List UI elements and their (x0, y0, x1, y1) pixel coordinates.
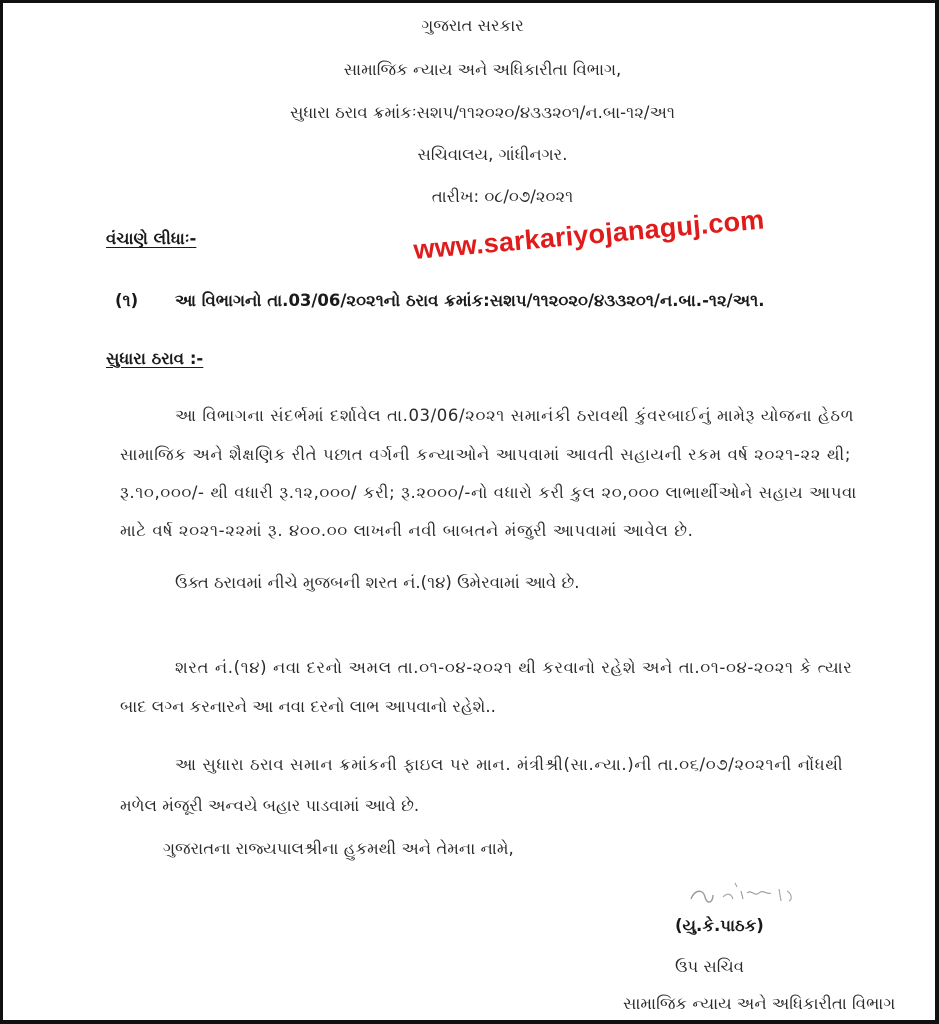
signatory-designation: ઉપ સચિવ (675, 957, 745, 976)
department-name: સામાજિક ન્યાય અને અધિકારીતા વિભાગ, (343, 60, 622, 79)
paragraph-line: મળેલ મંજૂરી અન્વયે બહાર પાડવામાં આવે છે. (120, 796, 420, 815)
paragraph-line: માટે વર્ષ ૨૦૨૧-૨૨માં રૂ. ૪૦૦.૦૦ લાખની નવી બાબતને મંજુરી આપવામાં આવેલ છે. (120, 521, 694, 540)
paragraph-line: ગુજરાતના રાજ્યપાલશ્રીના હુકમથી અને તેમના નામે, (163, 839, 514, 858)
paragraph-line: આ વિભાગના સંદર્ભમાં દર્શાવેલ તા.03/06/૨૦૨૧ સમાનંકી ઠરાવથી કુંવરબાઈનું મામેરૂ યોજના હેઠળ (175, 406, 855, 425)
signatory-department: સામાજિક ન્યાય અને અધિકારીતા વિભાગ (623, 994, 896, 1013)
resolution-number: સુધારા ઠરાવ ક્રમાંકઃસશપ/૧૧૨૦૨૦/૪૩૩૨૦૧/ન.બા-૧૨/અ૧ (290, 103, 675, 122)
amendment-section-heading: સુધારા ઠરાવ :- (106, 349, 204, 368)
paragraph-line: ઉક્ત ઠરાવમાં નીચે મુજબની શરત નં.(૧૪) ઉમેરવામાં આવે છે. (175, 573, 580, 592)
paragraph-line: સામાજિક અને શૈક્ષણિક રીતે પછાત વર્ગની કન્યાઓને આપવામાં આવતી સહાયની રકમ વર્ષ ૨૦૨૧-૨૨ થી; (120, 445, 852, 464)
paragraph-line: રૂ.૧૦,૦૦૦/- થી વધારી રૂ.૧૨,૦૦૦/ કરી; રૂ.૨૦૦૦/-નો વધારો કરી કુલ ૨૦,૦૦૦ લાભાર્થીઓને સહાય આપવા (120, 483, 857, 502)
signature-scribble-icon (683, 879, 813, 909)
paragraph-line: બાદ લગ્ન કરનારને આ નવા દરનો લાભ આપવાનો રહેશે.. (120, 697, 496, 716)
office-location: સચિવાલય, ગાંધીનગર. (417, 145, 568, 164)
read-section-heading: વંચાણે લીધાઃ- (106, 229, 197, 248)
signatory-name: (યુ.કે.પાઠક) (675, 916, 764, 935)
reference-number: (૧) (115, 291, 139, 310)
resolution-date: તારીખ: ૦૮/૦૭/૨૦૨૧ (431, 187, 574, 206)
paragraph-line: આ સુધારા ઠરાવ સમાન ક્રમાંકની ફાઇલ પર માન. મંત્રીશ્રી(સા.ન્યા.)ની તા.૦૬/૦૭/૨૦૨૧ની નોંધથી (175, 755, 844, 774)
reference-text: આ વિભાગનો તા.03/06/૨૦૨૧નો ઠરાવ ક્રમાંક:સશપ/૧૧૨૦૨૦/૪૩૩૨૦૧/ન.બા.-૧૨/અ૧. (175, 291, 765, 310)
government-name: ગુજરાત સરકાર (421, 16, 524, 35)
paragraph-line: શરત નં.(૧૪) નવા દરનો અમલ તા.૦૧-૦૪-૨૦૨૧ થી કરવાનો રહેશે અને તા.૦૧-૦૪-૨૦૨૧ કે ત્યાર (175, 658, 853, 677)
website-watermark: www.sarkariyojanaguj.com (412, 204, 766, 266)
